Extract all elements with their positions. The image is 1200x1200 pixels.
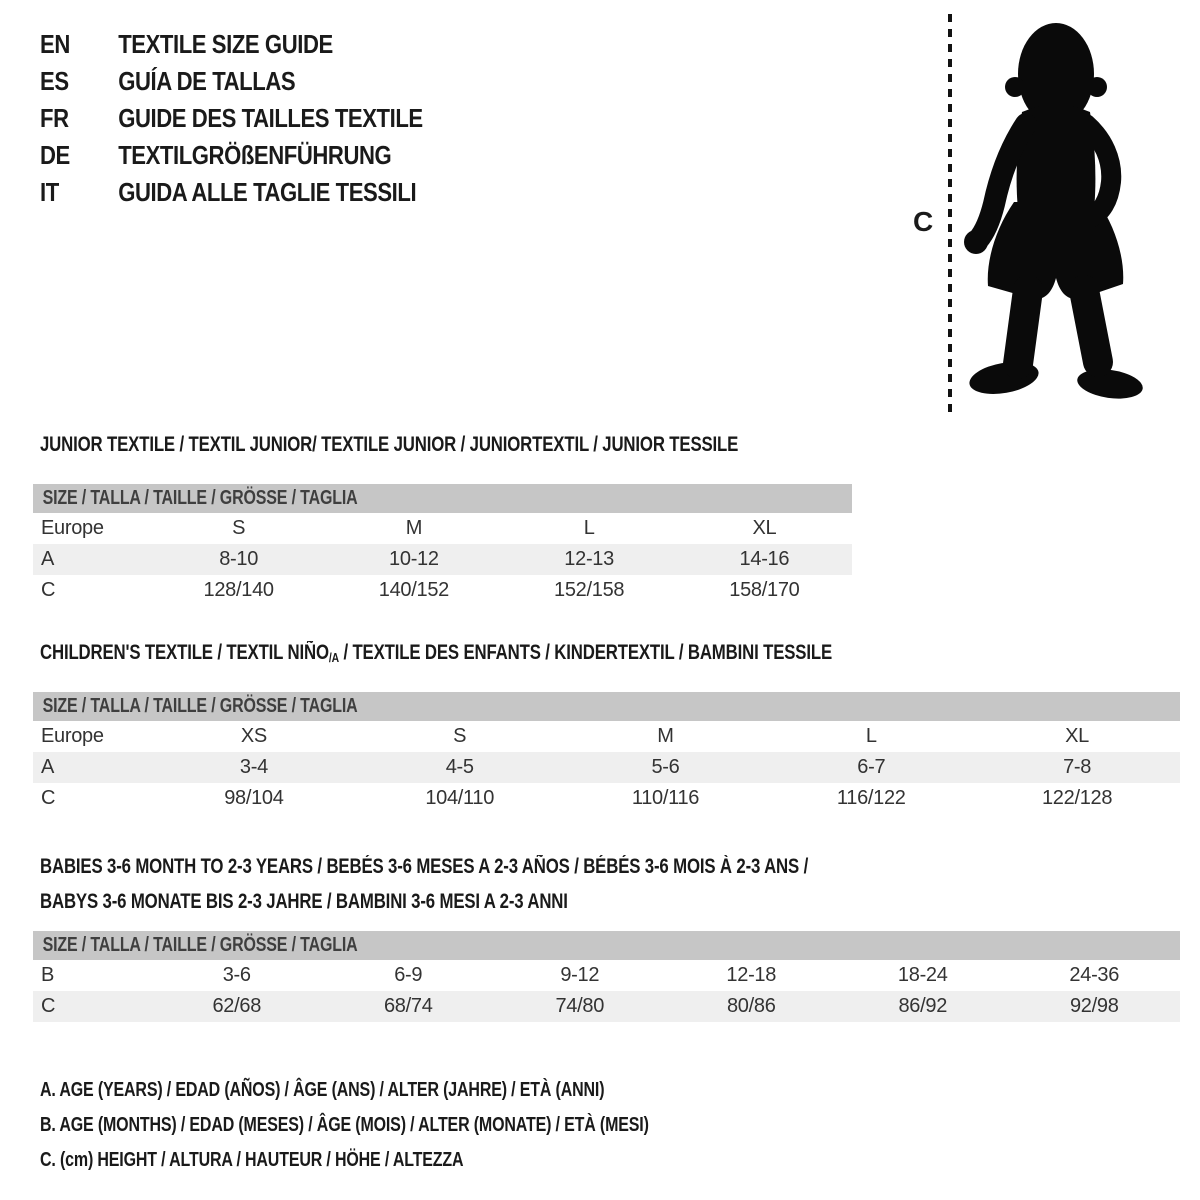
toddler-silhouette-image <box>952 12 1147 420</box>
table-cell: 5-6 <box>651 756 680 778</box>
table-cell: S <box>232 517 246 539</box>
table-cell: XS <box>240 725 267 747</box>
table-cell: 80/86 <box>726 995 776 1017</box>
size-table-header <box>33 484 852 513</box>
children-heading-post: / TEXTILE DES ENFANTS / KINDERTEXTIL / BAMBINI TESSILE <box>338 641 833 664</box>
row-label: B <box>41 964 55 986</box>
row-label: Europe <box>41 517 104 539</box>
table-row <box>33 783 1180 814</box>
table-cell: 122/128 <box>1041 787 1113 809</box>
language-code: ES <box>40 66 69 96</box>
legend-line-b: B. AGE (MONTHS) / EDAD (MESES) / ÂGE (MOIS) / ALTER (MONATE) / ETÀ (MESI) <box>40 1114 649 1136</box>
size-table-header-label: SIZE / TALLA / TAILLE / GRÖSSE / TAGLIA <box>42 695 358 717</box>
table-cell: 74/80 <box>555 995 605 1017</box>
children-section-heading <box>40 641 832 670</box>
row-label: A <box>41 756 55 778</box>
table-cell: 9-12 <box>560 964 600 986</box>
table-cell: 110/116 <box>631 787 700 809</box>
language-title: GUIDE DES TAILLES TEXTILE <box>118 103 423 133</box>
children-heading-pre: CHILDREN'S TEXTILE / TEXTIL NIÑO <box>40 641 329 664</box>
table-cell: 128/140 <box>203 579 274 601</box>
table-cell: 12-13 <box>564 548 614 570</box>
measure-legend <box>40 1075 801 1180</box>
language-title: GUIDA ALLE TAGLIE TESSILI <box>118 177 417 207</box>
language-title: TEXTILGRÖßENFÜHRUNG <box>118 140 392 170</box>
table-cell: 6-9 <box>394 964 423 986</box>
babies-heading-line2: BABYS 3-6 MONATE BIS 2-3 JAHRE / BAMBINI 3-6 MESI A 2-3 ANNI <box>40 890 568 913</box>
legend-line-a: A. AGE (YEARS) / EDAD (AÑOS) / ÂGE (ANS) / ALTER (JAHRE) / ETÀ (ANNI) <box>40 1079 605 1101</box>
row-label: A <box>41 548 55 570</box>
junior-section-heading: JUNIOR TEXTILE / TEXTIL JUNIOR/ TEXTILE JUNIOR / JUNIORTEXTIL / JUNIOR TESSILE <box>40 433 739 456</box>
row-label: C <box>41 579 56 601</box>
table-cell: 86/92 <box>898 995 948 1017</box>
language-row-en <box>40 26 423 63</box>
table-cell: 24-36 <box>1069 964 1120 986</box>
table-row <box>33 752 1180 783</box>
language-code: IT <box>40 177 59 207</box>
table-cell: 8-10 <box>219 548 259 570</box>
babies-heading-line1: BABIES 3-6 MONTH TO 2-3 YEARS / BEBÉS 3-6 MESES A 2-3 AÑOS / BÉBÉS 3-6 MOIS À 2-3 ANS / <box>40 855 809 878</box>
language-code: DE <box>40 140 70 170</box>
table-cell: L <box>865 725 877 747</box>
table-cell: 4-5 <box>445 756 474 778</box>
table-cell: M <box>657 725 674 747</box>
language-code: EN <box>40 29 70 59</box>
table-cell: 92/98 <box>1069 995 1119 1017</box>
language-title-block <box>40 26 490 211</box>
table-row <box>33 544 852 575</box>
table-row <box>33 513 852 544</box>
table-cell: XL <box>752 517 777 539</box>
size-table-header <box>33 931 1180 960</box>
children-size-table <box>33 692 1180 814</box>
language-row-it <box>40 174 423 211</box>
table-cell: 7-8 <box>1063 756 1092 778</box>
table-row <box>33 575 852 606</box>
table-cell: M <box>405 517 423 539</box>
table-cell: 18-24 <box>897 964 948 986</box>
size-table-header <box>33 692 1180 721</box>
table-cell: 3-6 <box>222 964 251 986</box>
table-cell: 116/122 <box>836 787 906 809</box>
row-label: C <box>41 995 56 1017</box>
table-cell: 10-12 <box>389 548 439 570</box>
language-title: GUÍA DE TALLAS <box>118 66 296 96</box>
junior-size-table <box>33 484 852 606</box>
language-row-es <box>40 63 423 100</box>
table-cell: XL <box>1065 725 1090 747</box>
table-row <box>33 991 1180 1022</box>
legend-line-c: C. (cm) HEIGHT / ALTURA / HAUTEUR / HÖHE / ALTEZZA <box>40 1149 464 1171</box>
babies-section-heading <box>40 849 808 919</box>
language-row-de <box>40 137 423 174</box>
babies-size-table <box>33 931 1180 1022</box>
table-cell: S <box>453 725 467 747</box>
table-cell: 14-16 <box>739 548 790 570</box>
language-title: TEXTILE SIZE GUIDE <box>118 29 333 59</box>
table-cell: 140/152 <box>378 579 449 601</box>
table-row <box>33 960 1180 991</box>
language-code: FR <box>40 103 69 133</box>
table-cell: 158/170 <box>729 579 800 601</box>
table-cell: 62/68 <box>212 995 262 1017</box>
children-heading-sub: /A <box>328 650 339 665</box>
table-cell: 3-4 <box>239 756 268 778</box>
size-table-header-label: SIZE / TALLA / TAILLE / GRÖSSE / TAGLIA <box>42 487 358 509</box>
table-cell: 104/110 <box>425 787 495 809</box>
height-measure-label: C <box>913 206 934 237</box>
row-label: C <box>41 787 56 809</box>
table-cell: 6-7 <box>857 756 886 778</box>
size-table-header-label: SIZE / TALLA / TAILLE / GRÖSSE / TAGLIA <box>42 934 358 956</box>
table-cell: 98/104 <box>224 787 284 809</box>
language-row-fr <box>40 100 423 137</box>
table-cell: 12-18 <box>726 964 777 986</box>
table-cell: L <box>583 517 595 539</box>
table-cell: 152/158 <box>554 579 625 601</box>
table-row <box>33 721 1180 752</box>
table-cell: 68/74 <box>383 995 433 1017</box>
row-label: Europe <box>41 725 104 747</box>
